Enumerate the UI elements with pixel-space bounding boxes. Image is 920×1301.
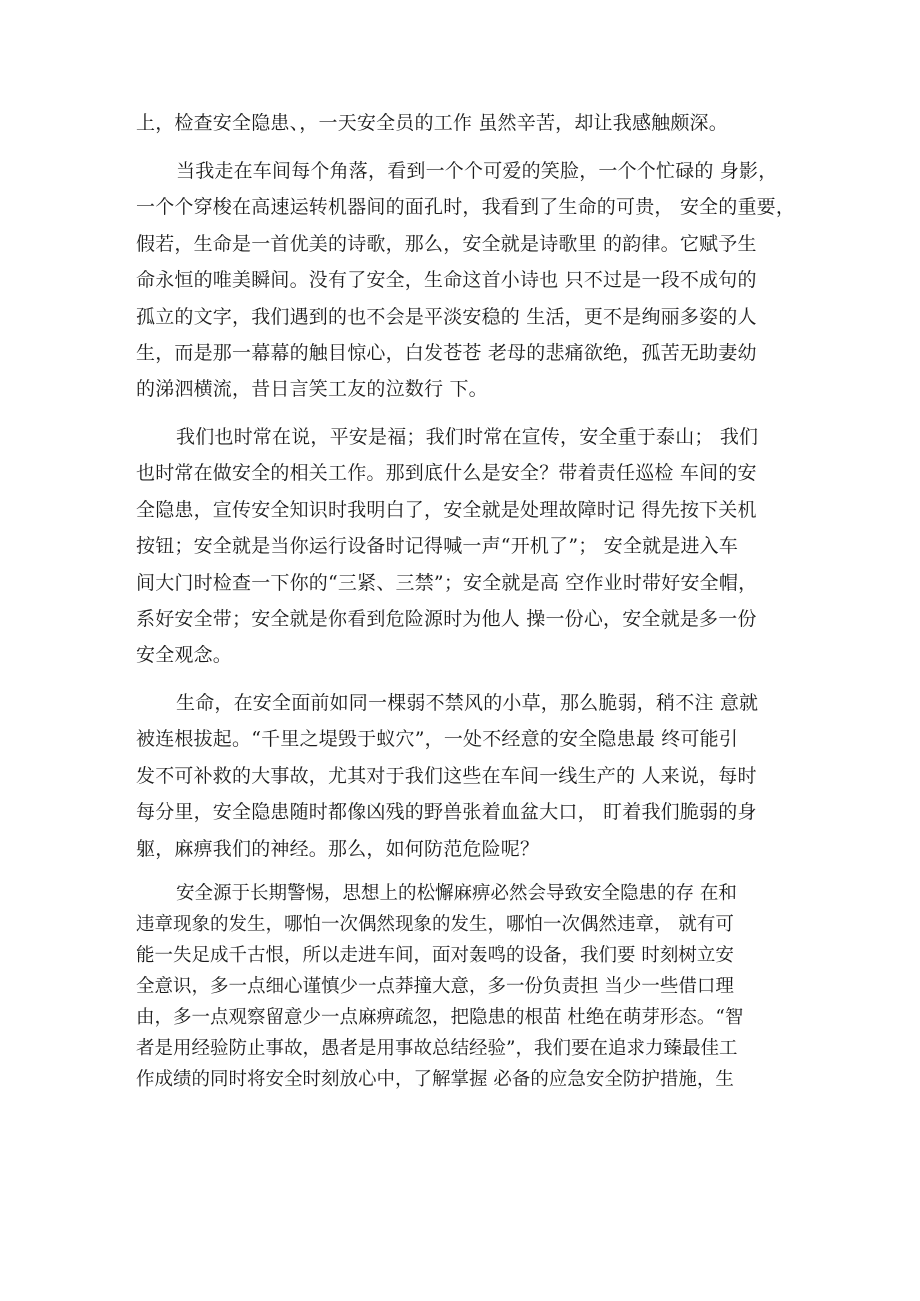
paragraph-5-line-4: 全意识，多一点细心谨慎少一点莽撞大意，多一份负责担 当少一些借口理 <box>136 976 734 997</box>
paragraph-5-line-1: 安全源于长期警惕，思想上的松懈麻痹必然会导致安全隐患的存 在和 <box>176 883 737 904</box>
paragraph-2-line-4: 命永恒的唯美瞬间。没有了安全，生命这首小诗也 只不过是一段不成句的 <box>136 269 757 291</box>
paragraph-5-line-3: 能一失足成千古恨，所以走进车间，面对轰鸣的设备，我们要 时刻树立安 <box>136 945 734 966</box>
paragraph-4-line-5: 躯，麻痹我们的神经。那么，如何防范危险呢？ <box>136 838 540 860</box>
paragraph-3-line-3: 全隐患，宣传安全知识时我明白了，安全就是处理故障时记 得先按下关机 <box>136 499 757 521</box>
paragraph-2-line-7: 的涕泗横流，昔日言笑工友的泣数行 下。 <box>136 378 488 400</box>
paragraph-3-line-2: 也时常在做安全的相关工作。那到底什么是安全？带着责任巡检 车间的安 <box>136 462 757 484</box>
paragraph-2-line-2: 一个个穿梭在高速运转机器间的面孔时，我看到了生命的可贵， 安全的重要， <box>136 196 796 218</box>
paragraph-2-line-6: 生，而是那一幕幕的触目惊心，白发苍苍 老母的悲痛欲绝，孤苦无助妻幼 <box>136 342 757 364</box>
paragraph-2-line-5: 孤立的文字，我们遇到的也不会是平淡安稳的 生活，更不是绚丽多姿的人 <box>136 306 757 328</box>
paragraph-5-line-5: 由，多一点观察留意少一点麻痹疏忽，把隐患的根苗 杜绝在萌芽形态。“智 <box>136 1007 744 1028</box>
paragraph-3-line-4: 按钮；安全就是当你运行设备时记得喊一声“开机了”； 安全就是进入车 <box>136 535 739 557</box>
paragraph-5-line-2: 违章现象的发生，哪怕一次偶然现象的发生，哪怕一次偶然违章， 就有可 <box>136 914 734 935</box>
paragraph-5-line-7: 作成绩的同时将安全时刻放心中，了解掌握 必备的应急安全防护措施，生 <box>136 1069 734 1090</box>
paragraph-1-line-1: 上，检查安全隐患、，一天安全员的工作 虽然辛苦，却让我感触颇深。 <box>136 112 728 134</box>
paragraph-4-line-1: 生命，在安全面前如同一棵弱不禁风的小草，那么脆弱，稍不注 意就 <box>176 692 759 714</box>
paragraph-4-line-4: 每分里，安全隐患随时都像凶残的野兽张着血盆大口， 盯着我们脆弱的身 <box>136 801 757 823</box>
paragraph-3-line-1: 我们也时常在说，平安是福；我们时常在宣传，安全重于泰山； 我们 <box>176 426 759 448</box>
paragraph-4-line-2: 被连根拔起。“千里之堤毁于蚁穴”，一处不经意的安全隐患最 终可能引 <box>136 728 739 750</box>
paragraph-5-line-6: 者是用经验防止事故，愚者是用事故总结经验”，我们要在追求力臻最佳工 <box>136 1038 738 1059</box>
paragraph-3-line-7: 安全观念。 <box>136 644 233 666</box>
paragraph-4-line-3: 发不可补救的大事故，尤其对于我们这些在车间一线生产的 人来说，每时 <box>136 765 757 787</box>
paragraph-3-line-5: 间大门时检查一下你的“三紧、三禁”；安全就是高 空作业时带好安全帽， <box>136 572 758 594</box>
paragraph-3-line-6: 系好安全带；安全就是你看到危险源时为他人 操一份心，安全就是多一份 <box>136 608 757 630</box>
paragraph-2-line-3: 假若，生命是一首优美的诗歌，那么，安全就是诗歌里 的韵律。它赋予生 <box>136 233 757 255</box>
paragraph-2-line-1: 当我走在车间每个角落，看到一个个可爱的笑脸，一个个忙碌的 身影， <box>176 160 778 182</box>
